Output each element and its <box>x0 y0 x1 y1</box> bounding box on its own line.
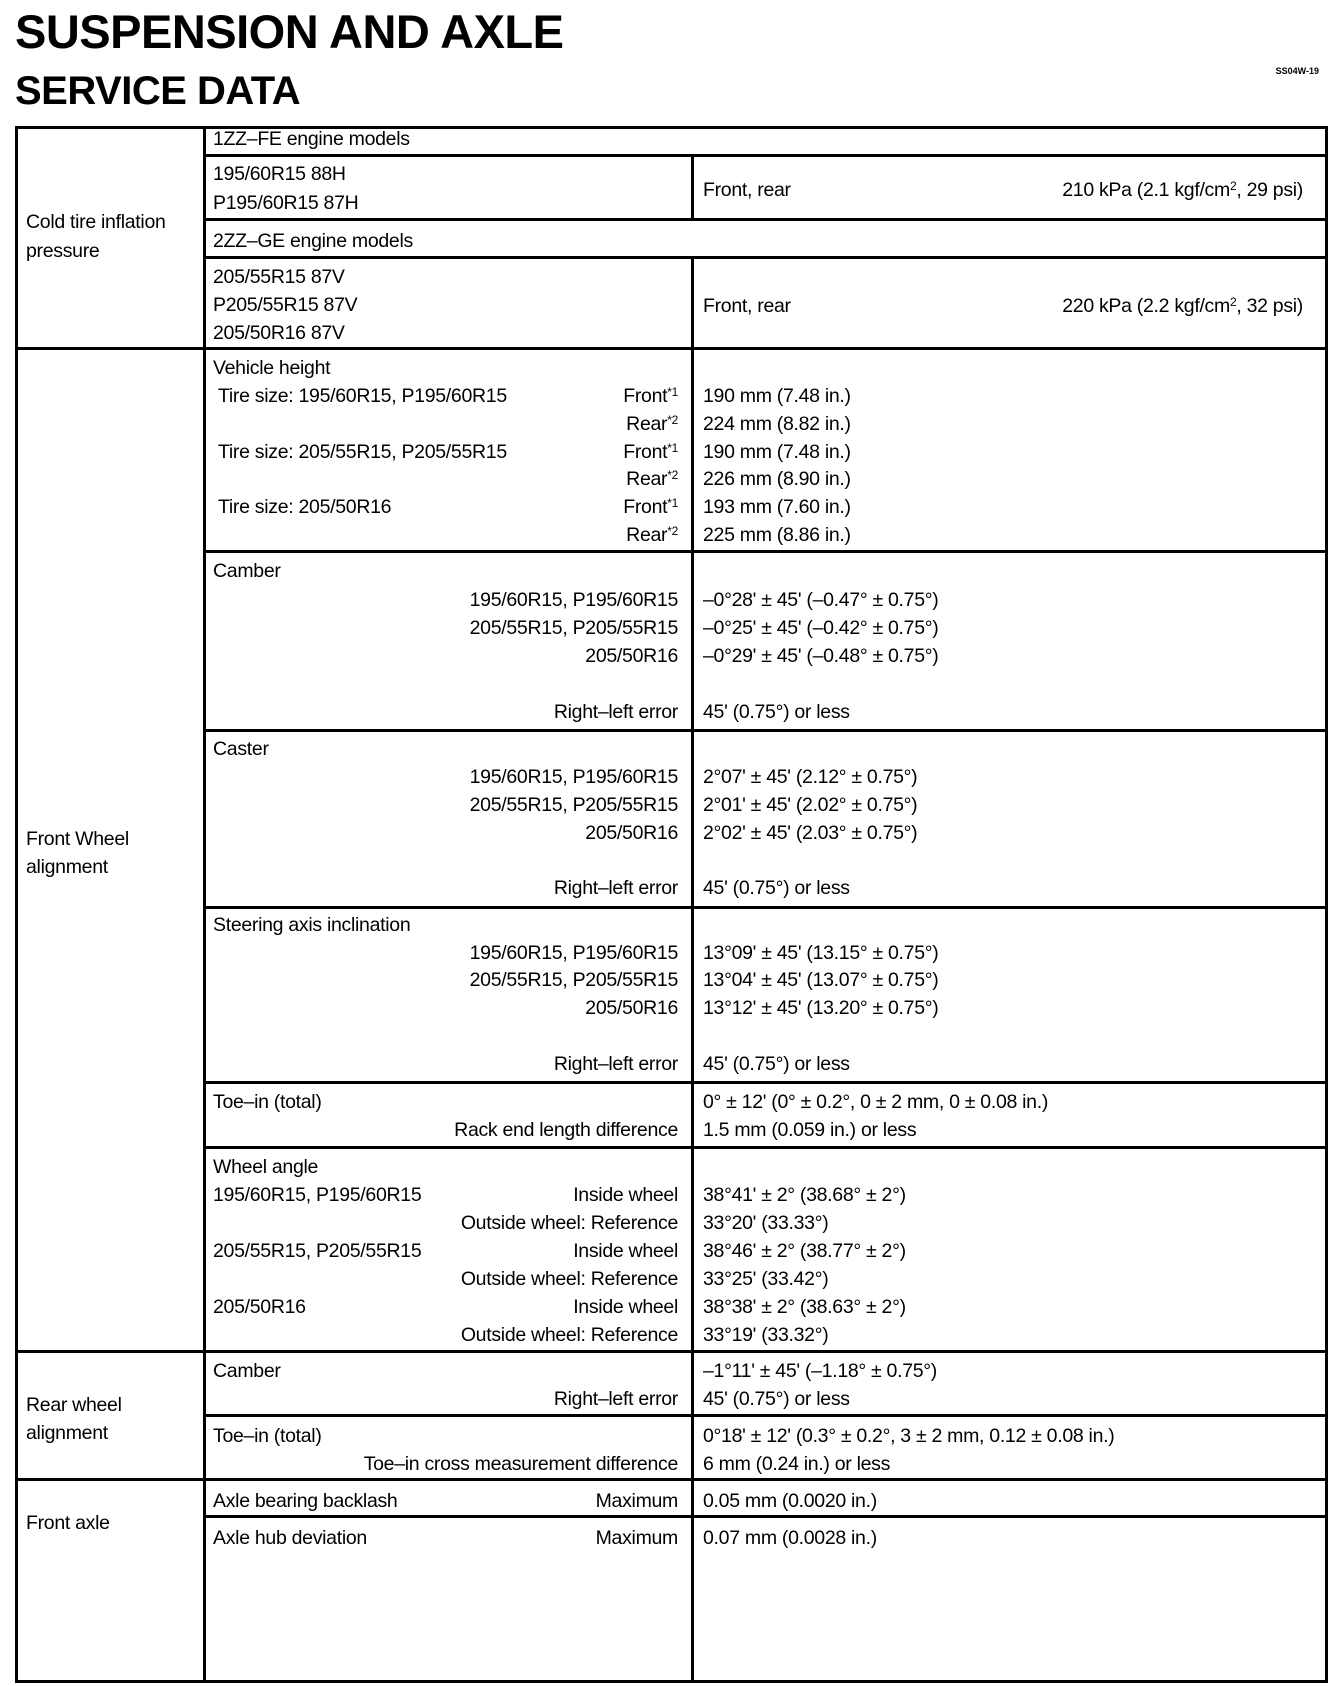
axle-hub-value: 0.07 mm (0.0028 in.) <box>703 1527 877 1549</box>
height-tire-size: Tire size: 205/55R15, P205/55R15 <box>218 441 507 463</box>
tire-position: Front, rear <box>703 179 791 201</box>
axle-backlash-value: 0.05 mm (0.0020 in.) <box>703 1490 877 1512</box>
rear-camber-title: Camber <box>213 1360 281 1382</box>
wheel-angle-value: 38°46' ± 2° (38.77° ± 2°) <box>703 1240 906 1262</box>
caster-tire-size: 205/55R15, P205/55R15 <box>469 794 678 816</box>
sai-value: 13°09' ± 45' (13.15° ± 0.75°) <box>703 942 939 964</box>
sai-value: 13°04' ± 45' (13.07° ± 0.75°) <box>703 969 939 991</box>
grid-line <box>18 1478 1328 1481</box>
caster-value: 2°07' ± 45' (2.12° ± 0.75°) <box>703 766 918 788</box>
section-title: SERVICE DATA <box>15 69 301 113</box>
rear-camber-error-label: Right–left error <box>553 1388 678 1410</box>
wheel-angle-value: 33°20' (33.33°) <box>703 1212 829 1234</box>
grid-line <box>691 258 694 1683</box>
height-value: 226 mm (8.90 in.) <box>703 468 851 490</box>
rear-wheel-alignment-label-line2: alignment <box>26 1422 108 1444</box>
caster-tire-size: 205/50R16 <box>585 822 678 844</box>
rear-toe-in-title: Toe–in (total) <box>213 1425 322 1447</box>
sai-error-value: 45' (0.75°) or less <box>703 1053 850 1075</box>
rack-end-label: Rack end length difference <box>454 1119 678 1141</box>
tire-size: 205/50R16 87V <box>213 322 345 344</box>
tire-size: P205/55R15 87V <box>213 294 358 316</box>
height-tire-size: Tire size: 195/60R15, P195/60R15 <box>218 385 507 407</box>
caster-title: Caster <box>213 738 269 760</box>
height-position: Rear$^{*2}$ <box>626 524 678 546</box>
caster-value: 2°02' ± 45' (2.03° ± 0.75°) <box>703 822 918 844</box>
grid-line <box>203 1146 1328 1149</box>
grid-line <box>203 1515 1328 1518</box>
wheel-angle-tire-size: 195/60R15, P195/60R15 <box>213 1184 422 1206</box>
wheel-angle-tire-size: 205/50R16 <box>213 1296 306 1318</box>
camber-tire-size: 205/55R15, P205/55R15 <box>469 617 678 639</box>
tire-size: 205/55R15 87V <box>213 266 345 288</box>
wheel-angle-title: Wheel angle <box>213 1156 319 1178</box>
wheel-angle-value: 33°25' (33.42°) <box>703 1268 829 1290</box>
service-data-table <box>15 126 1328 1683</box>
tire-size: P195/60R15 87H <box>213 192 359 214</box>
tire-size: 195/60R15 88H <box>213 163 346 185</box>
rear-toe-in-value: 0°18' ± 12' (0.3° ± 0.2°, 3 ± 2 mm, 0.12 ± 0.08 in.) <box>703 1425 1115 1447</box>
sai-tire-size: 195/60R15, P195/60R15 <box>469 942 678 964</box>
axle-backlash-qualifier: Maximum <box>595 1490 678 1512</box>
vehicle-height-title: Vehicle height <box>213 357 331 379</box>
tire-pressure-value: 220 kPa (2.2 kgf/$cm^2$, 32 psi) <box>1062 295 1303 317</box>
front-wheel-alignment-label: Front Wheel <box>26 828 129 850</box>
grid-line <box>203 154 1328 157</box>
height-value: 193 mm (7.60 in.) <box>703 496 851 518</box>
height-value: 225 mm (8.86 in.) <box>703 524 851 546</box>
height-position: Front$^{*1}$ <box>623 441 678 463</box>
height-value: 190 mm (7.48 in.) <box>703 385 851 407</box>
wheel-angle-label: Outside wheel: Reference <box>460 1324 678 1346</box>
camber-error-label: Right–left error <box>553 701 678 723</box>
height-value: 224 mm (8.82 in.) <box>703 413 851 435</box>
height-value: 190 mm (7.48 in.) <box>703 441 851 463</box>
grid-line <box>203 906 1328 909</box>
sai-tire-size: 205/50R16 <box>585 997 678 1019</box>
camber-tire-size: 195/60R15, P195/60R15 <box>469 589 678 611</box>
grid-line <box>18 347 1328 350</box>
wheel-angle-label: Outside wheel: Reference <box>460 1212 678 1234</box>
wheel-angle-label: Inside wheel <box>573 1296 678 1318</box>
wheel-angle-tire-size: 205/55R15, P205/55R15 <box>213 1240 422 1262</box>
sai-error-label: Right–left error <box>553 1053 678 1075</box>
height-position: Rear$^{*2}$ <box>626 468 678 490</box>
document-code: SS04W-19 <box>1275 66 1319 76</box>
grid-line <box>203 729 1328 732</box>
toe-in-value: 0° ± 12' (0° ± 0.2°, 0 ± 2 mm, 0 ± 0.08 in.) <box>703 1091 1049 1113</box>
rear-camber-value: –1°11' ± 45' (–1.18° ± 0.75°) <box>703 1360 937 1382</box>
wheel-angle-value: 38°41' ± 2° (38.68° ± 2°) <box>703 1184 906 1206</box>
rack-end-value: 1.5 mm (0.059 in.) or less <box>703 1119 917 1141</box>
sai-value: 13°12' ± 45' (13.20° ± 0.75°) <box>703 997 939 1019</box>
caster-error-label: Right–left error <box>553 877 678 899</box>
page-title: SUSPENSION AND AXLE <box>15 5 564 58</box>
grid-line <box>203 256 1328 259</box>
rear-wheel-alignment-label: Rear wheel <box>26 1394 122 1416</box>
toe-in-title: Toe–in (total) <box>213 1091 322 1113</box>
front-axle-label: Front axle <box>26 1512 110 1534</box>
axle-hub-label: Axle hub deviation <box>213 1527 367 1549</box>
toe-cross-value: 6 mm (0.24 in.) or less <box>703 1453 891 1475</box>
wheel-angle-label: Inside wheel <box>573 1240 678 1262</box>
grid-line <box>691 154 694 219</box>
height-tire-size: Tire size: 205/50R16 <box>218 496 392 518</box>
camber-value: –0°28' ± 45' (–0.47° ± 0.75°) <box>703 589 939 611</box>
grid-line <box>203 550 1328 553</box>
front-wheel-alignment-label-line2: alignment <box>26 856 108 878</box>
rear-camber-error-value: 45' (0.75°) or less <box>703 1388 850 1410</box>
camber-value: –0°25' ± 45' (–0.42° ± 0.75°) <box>703 617 939 639</box>
engine-1zz-title: 1ZZ–FE engine models <box>213 128 410 150</box>
toe-cross-label: Toe–in cross measurement difference <box>363 1453 678 1475</box>
camber-title: Camber <box>213 560 281 582</box>
wheel-angle-value: 33°19' (33.32°) <box>703 1324 829 1346</box>
grid-line <box>18 1350 1328 1353</box>
grid-line <box>203 1414 1328 1417</box>
height-position: Rear$^{*2}$ <box>626 413 678 435</box>
wheel-angle-label: Inside wheel <box>573 1184 678 1206</box>
engine-2zz-title: 2ZZ–GE engine models <box>213 230 413 252</box>
camber-tire-size: 205/50R16 <box>585 645 678 667</box>
axle-hub-qualifier: Maximum <box>595 1527 678 1549</box>
grid-line <box>203 1081 1328 1084</box>
tire-pressure-label-line2: pressure <box>26 240 100 262</box>
wheel-angle-label: Outside wheel: Reference <box>460 1268 678 1290</box>
tire-pressure-label: Cold tire inflation <box>26 211 166 233</box>
caster-tire-size: 195/60R15, P195/60R15 <box>469 766 678 788</box>
grid-line <box>203 218 1328 221</box>
axle-backlash-label: Axle bearing backlash <box>213 1490 398 1512</box>
sai-tire-size: 205/55R15, P205/55R15 <box>469 969 678 991</box>
camber-value: –0°29' ± 45' (–0.48° ± 0.75°) <box>703 645 939 667</box>
height-position: Front$^{*1}$ <box>623 496 678 518</box>
tire-position: Front, rear <box>703 295 791 317</box>
caster-error-value: 45' (0.75°) or less <box>703 877 850 899</box>
wheel-angle-value: 38°38' ± 2° (38.63° ± 2°) <box>703 1296 906 1318</box>
caster-value: 2°01' ± 45' (2.02° ± 0.75°) <box>703 794 918 816</box>
camber-error-value: 45' (0.75°) or less <box>703 701 850 723</box>
tire-pressure-value: 210 kPa (2.1 kgf/$cm^2$, 29 psi) <box>1062 179 1303 201</box>
height-position: Front$^{*1}$ <box>623 385 678 407</box>
sai-title: Steering axis inclination <box>213 914 411 936</box>
